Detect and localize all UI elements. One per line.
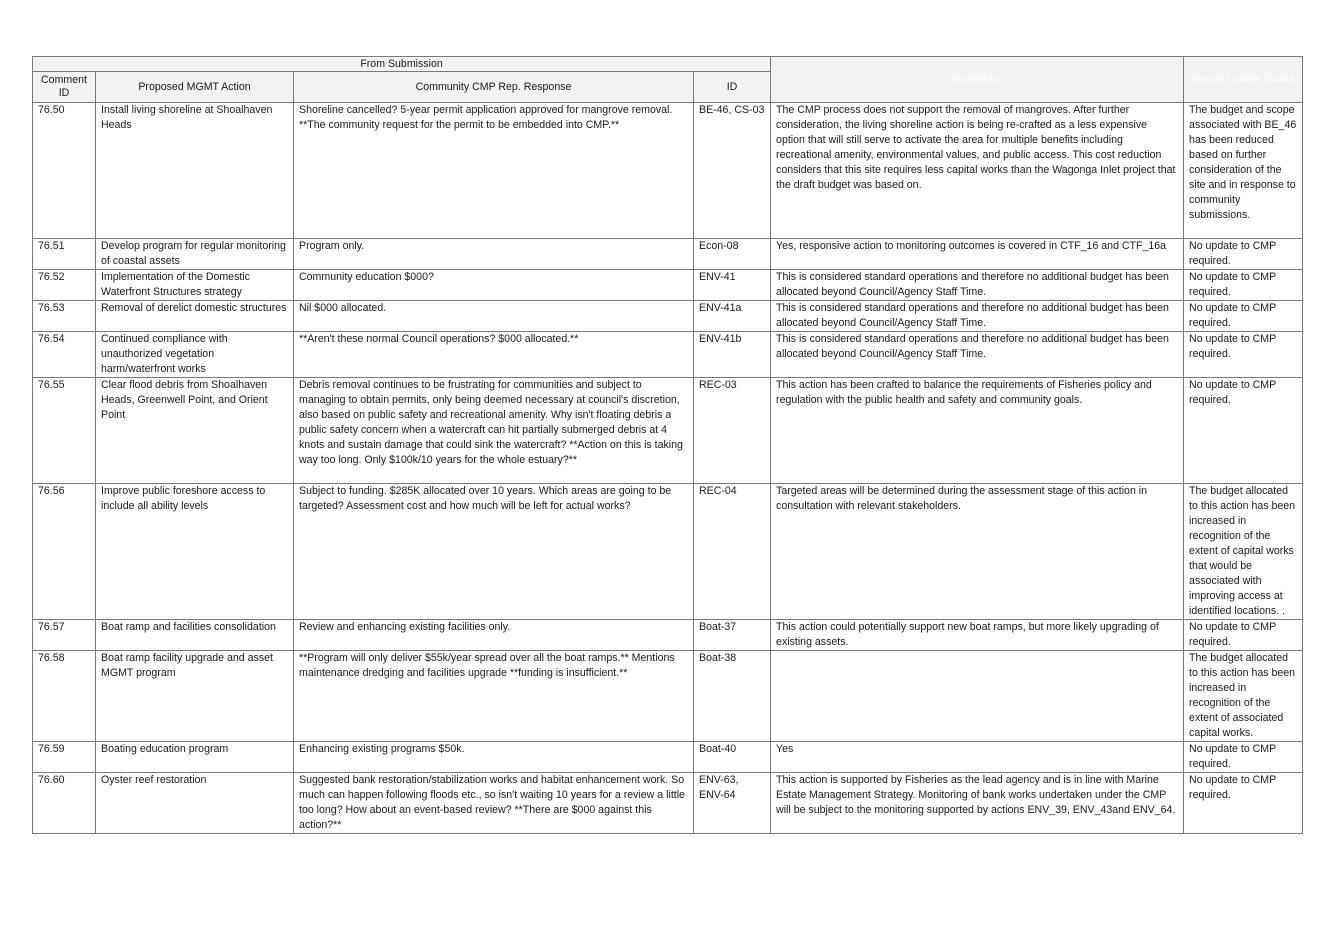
community-response-cell: Review and enhancing existing facilities only. <box>294 620 694 651</box>
proposed-action-cell: Develop program for regular monitoring of coastal assets <box>96 239 294 270</box>
proposed-action-header: Proposed MGMT Action <box>96 72 294 103</box>
proposed-action-cell: Implementation of the Domestic Waterfront Structures strategy <box>96 270 294 301</box>
response-header: Response <box>771 57 1184 103</box>
response-cell: This is considered standard operations and therefore no additional budget has been allocated beyond Council/Agency Staff Time. <box>771 332 1184 378</box>
proposed-action-cell: Removal of derelict domestic structures <box>96 301 294 332</box>
table-row <box>33 270 1303 301</box>
table-row <box>33 301 1303 332</box>
action-id-cell: Boat-40 <box>694 742 771 773</box>
action-id-cell: ENV-63, ENV-64 <box>694 773 771 834</box>
proposed-action-cell: Boat ramp and facilities consolidation <box>96 620 294 651</box>
response-cell: This is considered standard operations and therefore no additional budget has been allocated beyond Council/Agency Staff Time. <box>771 270 1184 301</box>
report-status-cell: No update to CMP required. <box>1184 301 1303 332</box>
table-row <box>33 773 1303 834</box>
from-submission-header: From Submission <box>33 57 771 72</box>
report-status-cell: The budget allocated to this action has been increased in recognition of the extent of capital works that would be associated with improving access at identified locations. . <box>1184 484 1303 620</box>
comment-id-cell: 76.51 <box>33 239 96 270</box>
comment-id-cell: 76.50 <box>33 103 96 239</box>
report-status-cell: No update to CMP required. <box>1184 742 1303 773</box>
community-response-cell: Nil $000 allocated. <box>294 301 694 332</box>
action-id-cell: BE-46, CS-03 <box>694 103 771 239</box>
comment-id-cell: 76.52 <box>33 270 96 301</box>
submissions-table <box>32 56 1303 834</box>
proposed-action-cell: Boat ramp facility upgrade and asset MGMT program <box>96 651 294 742</box>
table-body <box>33 103 1303 834</box>
comment-id-cell: 76.60 <box>33 773 96 834</box>
response-cell: Yes, responsive action to monitoring outcomes is covered in CTF_16 and CTF_16a <box>771 239 1184 270</box>
community-response-cell: **Aren't these normal Council operations? $000 allocated.** <box>294 332 694 378</box>
proposed-action-cell: Clear flood debris from Shoalhaven Heads, Greenwell Point, and Orient Point <box>96 378 294 484</box>
community-response-cell: Shoreline cancelled? 5-year permit application approved for mangrove removal. **The community request for the permit to be embedded into CMP.** <box>294 103 694 239</box>
community-response-cell: Program only. <box>294 239 694 270</box>
report-status-cell: The budget and scope associated with BE_46 has been reduced based on further consideration of the site and in response to community submissions. <box>1184 103 1303 239</box>
comment-id-cell: 76.53 <box>33 301 96 332</box>
table-row <box>33 332 1303 378</box>
table-row <box>33 484 1303 620</box>
response-cell: Yes <box>771 742 1184 773</box>
comment-id-cell: 76.56 <box>33 484 96 620</box>
comment-id-header: Comment ID <box>33 72 96 103</box>
comment-id-cell: 76.55 <box>33 378 96 484</box>
community-response-cell: Community education $000? <box>294 270 694 301</box>
proposed-action-cell: Continued compliance with unauthorized vegetation harm/waterfront works <box>96 332 294 378</box>
response-cell: This action is supported by Fisheries as the lead agency and is in line with Marine Estate Management Strategy. Monitoring of bank works undertaken under the CMP will be subject to the monitoring supported by actions ENV_39, ENV_43and ENV_64. <box>771 773 1184 834</box>
report-status-cell: The budget allocated to this action has been increased in recognition of the extent of associated capital works. <box>1184 651 1303 742</box>
report-update-status-header: Report Update Status <box>1184 57 1303 103</box>
action-id-cell: ENV-41a <box>694 301 771 332</box>
report-status-cell: No update to CMP required. <box>1184 332 1303 378</box>
community-response-header: Community CMP Rep. Response <box>294 72 694 103</box>
response-cell: This action has been crafted to balance the requirements of Fisheries policy and regulation with the public health and safety and community goals. <box>771 378 1184 484</box>
community-response-cell: Debris removal continues to be frustrating for communities and subject to managing to obtain permits, only being deemed necessary at council's discretion, also based on public safety and recreational amenity. Why isn't floating debris a public safety concern when a watercraft can hit partially submerged debris at 4 knots and sustain damage that could sink the watercraft? **Action on this is taking way too long. Only $100k/10 years for the whole estuary?** <box>294 378 694 484</box>
comment-id-cell: 76.58 <box>33 651 96 742</box>
action-id-cell: Boat-37 <box>694 620 771 651</box>
proposed-action-cell: Boating education program <box>96 742 294 773</box>
comment-id-cell: 76.59 <box>33 742 96 773</box>
action-id-cell: Boat-38 <box>694 651 771 742</box>
report-status-cell: No update to CMP required. <box>1184 239 1303 270</box>
community-response-cell: Subject to funding. $285K allocated over 10 years. Which areas are going to be targeted? Assessment cost and how much will be left for actual works? <box>294 484 694 620</box>
report-status-cell: No update to CMP required. <box>1184 270 1303 301</box>
action-id-cell: REC-03 <box>694 378 771 484</box>
report-status-cell: No update to CMP required. <box>1184 620 1303 651</box>
report-status-cell: No update to CMP required. <box>1184 378 1303 484</box>
table-row <box>33 239 1303 270</box>
action-id-cell: REC-04 <box>694 484 771 620</box>
action-id-cell: Econ-08 <box>694 239 771 270</box>
comment-id-cell: 76.57 <box>33 620 96 651</box>
community-response-cell: Suggested bank restoration/stabilization works and habitat enhancement work. So much can happen following floods etc., so isn't waiting 10 years for a review a little too long? How about an event-based review? **There are $000 against this action?** <box>294 773 694 834</box>
community-response-cell: **Program will only deliver $55k/year spread over all the boat ramps.** Mentions maintenance dredging and facilities upgrade **funding is insufficient.** <box>294 651 694 742</box>
action-id-cell: ENV-41b <box>694 332 771 378</box>
response-cell: This action could potentially support new boat ramps, but more likely upgrading of existing assets. <box>771 620 1184 651</box>
response-cell: The CMP process does not support the removal of mangroves. After further consideration, the living shoreline action is being re-crafted as a less expensive option that will still serve to activate the area for multiple benefits including recreational amenity, environmental values, and public access. This cost reduction considers that this site requires less capital works than the Wagonga Inlet project that the draft budget was based on. <box>771 103 1184 239</box>
table-row <box>33 378 1303 484</box>
table-row <box>33 742 1303 773</box>
comment-id-cell: 76.54 <box>33 332 96 378</box>
proposed-action-cell: Improve public foreshore access to include all ability levels <box>96 484 294 620</box>
proposed-action-cell: Install living shoreline at Shoalhaven Heads <box>96 103 294 239</box>
response-cell: This is considered standard operations and therefore no additional budget has been allocated beyond Council/Agency Staff Time. <box>771 301 1184 332</box>
community-response-cell: Enhancing existing programs $50k. <box>294 742 694 773</box>
response-cell: Targeted areas will be determined during the assessment stage of this action in consultation with relevant stakeholders. <box>771 484 1184 620</box>
proposed-action-cell: Oyster reef restoration <box>96 773 294 834</box>
id-header: ID <box>694 72 771 103</box>
report-status-cell: No update to CMP required. <box>1184 773 1303 834</box>
action-id-cell: ENV-41 <box>694 270 771 301</box>
table-row <box>33 103 1303 239</box>
table-row <box>33 620 1303 651</box>
table-row <box>33 651 1303 742</box>
response-cell <box>771 651 1184 742</box>
